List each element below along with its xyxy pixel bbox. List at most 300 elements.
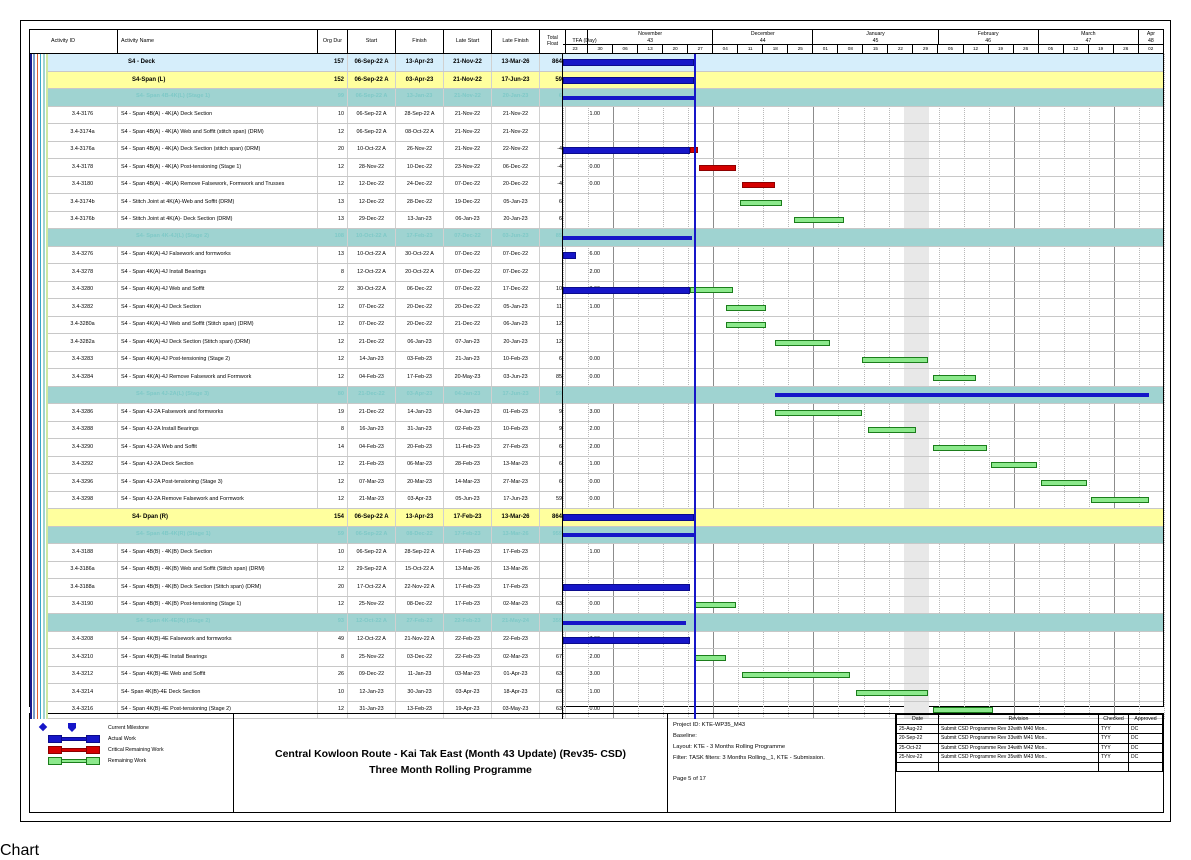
gantt-bar-rem[interactable] xyxy=(726,305,766,311)
row-late-start: 17-Feb-23 xyxy=(444,527,492,544)
header-orig-dur[interactable]: Org Dur xyxy=(318,30,348,53)
gantt-bar-rem[interactable] xyxy=(933,375,977,381)
gantt-bar-rem[interactable] xyxy=(856,690,928,696)
gantt-bar-summary[interactable] xyxy=(775,393,1149,397)
row-start: 28-Nov-22 xyxy=(348,159,396,176)
revision-row xyxy=(897,753,1163,763)
table-row[interactable] xyxy=(30,474,600,492)
row-tfa-day: 0.00 xyxy=(589,601,600,608)
row-gutter xyxy=(30,684,48,701)
gantt-bar-rem[interactable] xyxy=(690,287,733,293)
header-total-float[interactable]: Total Float xyxy=(540,30,566,53)
row-orig-dur: 108 xyxy=(318,229,348,246)
gantt-bar-summary[interactable] xyxy=(563,236,692,240)
gantt-area xyxy=(29,29,1164,713)
gantt-bar-crit[interactable] xyxy=(742,182,774,188)
row-activity-id: 3.4-3174b xyxy=(48,194,118,211)
gantt-bar-rem[interactable] xyxy=(694,602,736,608)
row-late-start: 21-Nov-22 xyxy=(444,124,492,141)
summary-row[interactable] xyxy=(30,229,562,247)
baseline-text: Baseline: xyxy=(673,733,697,739)
row-activity-name: S4 - Span 4K(B)-4E Falsework and formworks xyxy=(118,632,318,649)
row-late-finish: 21-Nov-22 xyxy=(492,107,540,124)
row-activity-id xyxy=(48,72,118,89)
row-activity-name: S4 - Span 4K(A)-4J Remove Falsework and Formwork xyxy=(118,369,318,386)
gantt-row xyxy=(563,142,1163,160)
header-start[interactable]: Start xyxy=(348,30,396,53)
row-activity-name: S4 - Span 4B(A) - 4K(A) Web and Soffit (stitch span) (DRM) xyxy=(118,124,318,141)
gantt-bar-rem[interactable] xyxy=(742,672,850,678)
gantt-row xyxy=(563,527,1163,545)
row-activity-id: 3.4-3282a xyxy=(48,334,118,351)
summary-row[interactable] xyxy=(30,509,562,527)
row-activity-name: S4 - Span 4J-2A Install Bearings xyxy=(118,422,318,439)
revision-cell xyxy=(939,762,1099,772)
row-total-float: -4 xyxy=(540,142,566,159)
row-late-start: 21-Dec-22 xyxy=(444,317,492,334)
timeline-week-label: 27 xyxy=(688,45,713,53)
gantt-bar-rem[interactable] xyxy=(862,357,929,363)
row-activity-name: S4- Span 4K(B)-4E Deck Section xyxy=(118,684,318,701)
revision-cell: 25-Aug-22 xyxy=(897,724,939,734)
table-row[interactable] xyxy=(30,562,562,580)
row-finish: 08-Oct-22 A xyxy=(396,124,444,141)
legend-label: Remaining Work xyxy=(108,757,147,764)
summary-row[interactable] xyxy=(30,387,562,405)
row-tfa-day: 1.00 xyxy=(589,303,600,310)
row-orig-dur: 12 xyxy=(318,352,348,369)
project-info-box xyxy=(668,713,896,813)
row-start: 25-Nov-22 xyxy=(348,597,396,614)
table-row[interactable] xyxy=(30,597,600,615)
row-tfa-day: 6.00 xyxy=(589,251,600,258)
summary-row[interactable] xyxy=(30,72,562,90)
row-finish: 17-Feb-23 xyxy=(396,229,444,246)
row-gutter xyxy=(30,177,48,194)
gantt-bar-rem[interactable] xyxy=(775,340,831,346)
row-total-float: 864 xyxy=(540,509,566,526)
row-total-float: 63 xyxy=(540,597,566,614)
gantt-row xyxy=(563,509,1163,527)
row-total-float: 9 xyxy=(540,404,566,421)
table-row[interactable] xyxy=(30,544,600,562)
milestone-diamond-icon xyxy=(40,723,102,732)
row-activity-id: 3.4-3282 xyxy=(48,299,118,316)
row-activity-id: 3.4-3210 xyxy=(48,649,118,666)
gantt-bar-rem[interactable] xyxy=(726,322,766,328)
title-block xyxy=(29,713,1164,813)
table-row[interactable] xyxy=(30,142,562,160)
row-late-start: 21-Nov-22 xyxy=(444,72,492,89)
row-orig-dur: 20 xyxy=(318,579,348,596)
row-activity-id: 3.4-3290 xyxy=(48,439,118,456)
row-late-finish: 17-Jun-23 xyxy=(492,492,540,509)
gantt-row xyxy=(563,54,1163,72)
gantt-bar-rem[interactable] xyxy=(694,655,726,661)
row-finish: 31-Jan-23 xyxy=(396,422,444,439)
table-row[interactable] xyxy=(30,439,600,457)
table-row[interactable] xyxy=(30,159,600,177)
timeline-week-label: 05 xyxy=(938,45,963,53)
table-row[interactable] xyxy=(30,404,600,422)
table-row[interactable] xyxy=(30,667,600,685)
row-orig-dur: 12 xyxy=(318,124,348,141)
row-gutter xyxy=(30,544,48,561)
gantt-bar-actual[interactable] xyxy=(563,77,694,84)
header-activity-id[interactable]: Activity ID xyxy=(48,30,118,53)
gantt-row xyxy=(563,492,1163,510)
row-late-finish: 27-Mar-23 xyxy=(492,474,540,491)
table-row[interactable] xyxy=(30,124,562,142)
row-gutter xyxy=(30,89,48,106)
gantt-bar-actual[interactable] xyxy=(563,147,690,154)
header-gutter xyxy=(30,30,48,53)
row-late-start: 22-Feb-23 xyxy=(444,649,492,666)
row-orig-dur: 12 xyxy=(318,457,348,474)
row-late-start: 07-Dec-22 xyxy=(444,177,492,194)
gantt-row xyxy=(563,544,1163,562)
legend-label: Actual Work xyxy=(108,735,136,742)
table-row[interactable] xyxy=(30,299,600,317)
revision-cell: TYY xyxy=(1099,743,1129,753)
row-finish: 06-Dec-22 xyxy=(396,282,444,299)
timeline-week-label: 22 xyxy=(888,45,913,53)
timeline-week-label: 11 xyxy=(738,45,763,53)
row-late-finish: 06-Dec-22 xyxy=(492,159,540,176)
revision-row xyxy=(897,724,1163,734)
row-orig-dur: 12 xyxy=(318,177,348,194)
timeline-week-label: 02 xyxy=(1139,45,1164,53)
row-activity-id xyxy=(48,89,118,106)
row-total-float: 12 xyxy=(540,317,566,334)
timeline-week-label: 25 xyxy=(788,45,813,53)
timeline-month-pad xyxy=(563,30,588,44)
row-finish: 03-Apr-23 xyxy=(396,72,444,89)
gantt-bar-rem[interactable] xyxy=(991,462,1037,468)
gantt-row xyxy=(563,579,1163,597)
revision-cell: Submit CSD Programme Rev 32with M40 Mon.. xyxy=(939,724,1099,734)
gantt-row xyxy=(563,229,1163,247)
gantt-bar-rem[interactable] xyxy=(775,410,862,416)
row-finish: 03-Apr-23 xyxy=(396,492,444,509)
revision-cell xyxy=(1129,762,1163,772)
row-orig-dur: 10 xyxy=(318,684,348,701)
row-orig-dur: 12 xyxy=(318,702,348,719)
gantt-bar-summary[interactable] xyxy=(563,533,694,537)
row-gutter xyxy=(30,579,48,596)
table-row[interactable] xyxy=(30,579,562,597)
summary-row[interactable] xyxy=(30,527,562,545)
row-activity-id: 3.4-3208 xyxy=(48,632,118,649)
row-late-finish: 13-Mar-26 xyxy=(492,54,540,71)
gantt-bar-actual[interactable] xyxy=(563,584,690,591)
table-row[interactable] xyxy=(30,177,600,195)
timeline-week-label: 15 xyxy=(863,45,888,53)
revision-cell: Submit CSD Programme Rev 33with M41 Mon.. xyxy=(939,734,1099,744)
row-late-finish: 06-Jan-23 xyxy=(492,317,540,334)
gantt-row xyxy=(563,72,1163,90)
row-activity-name: S4 - Span 4K(A)-4J Web and Soffit (Stitch span) (DRM) xyxy=(118,317,318,334)
row-late-start: 21-Nov-22 xyxy=(444,89,492,106)
row-total-float: 63 xyxy=(540,667,566,684)
table-row[interactable] xyxy=(30,334,562,352)
table-row[interactable] xyxy=(30,457,600,475)
row-start: 12-Oct-22 A xyxy=(348,264,396,281)
row-orig-dur: 13 xyxy=(318,194,348,211)
gantt-bar-rem[interactable] xyxy=(740,200,782,206)
row-late-start: 23-Nov-22 xyxy=(444,159,492,176)
table-row[interactable] xyxy=(30,649,600,667)
row-finish: 30-Oct-22 A xyxy=(396,247,444,264)
row-activity-name: S4 - Span 4B(B) - 4K(B) Web and Soffit (Stitch span) (DRM) xyxy=(118,562,318,579)
row-late-start: 21-Nov-22 xyxy=(444,107,492,124)
row-gutter xyxy=(30,387,48,404)
row-total-float: 59 xyxy=(540,387,566,404)
row-orig-dur: 152 xyxy=(318,72,348,89)
gantt-bar-rem[interactable] xyxy=(794,217,844,223)
row-total-float: 6 xyxy=(540,212,566,229)
row-activity-name: S4 - Span 4B(B) - 4K(B) Deck Section xyxy=(118,544,318,561)
row-orig-dur: 80 xyxy=(318,387,348,404)
row-gutter xyxy=(30,264,48,281)
gantt-bar-crit[interactable] xyxy=(699,165,736,171)
summary-row[interactable] xyxy=(30,89,562,107)
gantt-bars-area[interactable] xyxy=(563,54,1163,719)
row-activity-name: S4 - Span 4K(B)-4E Install Bearings xyxy=(118,649,318,666)
row-activity-name: S4 - Span 4K(A)-4J Deck Section (Stitch span) (DRM) xyxy=(118,334,318,351)
table-row[interactable] xyxy=(30,317,562,335)
gantt-row xyxy=(563,474,1163,492)
row-late-finish: 13-Mar-26 xyxy=(492,527,540,544)
row-activity-id xyxy=(48,387,118,404)
row-tfa-day: 0.00 xyxy=(589,163,600,170)
table-row[interactable] xyxy=(30,684,600,702)
row-start: 12-Oct-22 A xyxy=(348,614,396,631)
gantt-bar-actual[interactable] xyxy=(563,637,690,644)
row-gutter xyxy=(30,667,48,684)
table-row[interactable] xyxy=(30,107,600,125)
row-gutter xyxy=(30,194,48,211)
row-total-float: 67 xyxy=(540,649,566,666)
table-row[interactable] xyxy=(30,264,600,282)
gantt-bar-actual[interactable] xyxy=(563,252,576,259)
row-start: 06-Sep-22 A xyxy=(348,107,396,124)
header-late-start[interactable]: Late Start xyxy=(444,30,492,53)
row-late-start: 07-Dec-22 xyxy=(444,282,492,299)
gantt-bar-actual[interactable] xyxy=(563,59,694,66)
row-activity-id: 3.4-3276 xyxy=(48,247,118,264)
row-finish: 15-Oct-22 A xyxy=(396,562,444,579)
row-start: 12-Jan-23 xyxy=(348,684,396,701)
row-orig-dur: 49 xyxy=(318,632,348,649)
table-row[interactable] xyxy=(30,422,600,440)
row-activity-id: 3.4-3216 xyxy=(48,702,118,719)
row-activity-name: S4-Span (L) xyxy=(132,76,166,83)
gantt-bar-rem[interactable] xyxy=(868,427,916,433)
row-finish: 28-Sep-22 A xyxy=(396,107,444,124)
row-activity-id: 3.4-3278 xyxy=(48,264,118,281)
row-start: 06-Sep-22 A xyxy=(348,89,396,106)
row-orig-dur: 12 xyxy=(318,317,348,334)
table-row[interactable] xyxy=(30,632,562,650)
gantt-row xyxy=(563,247,1163,265)
row-finish: 13-Apr-23 xyxy=(396,509,444,526)
row-orig-dur: 22 xyxy=(318,282,348,299)
row-late-finish: 22-Nov-22 xyxy=(492,142,540,159)
timeline-week-label: 08 xyxy=(838,45,863,53)
timeline-month-apr: Apr 48 xyxy=(1139,30,1164,44)
revision-cell: DC xyxy=(1129,743,1163,753)
row-activity-name: S4 - Span 4K(A)-4J Deck Section xyxy=(118,299,318,316)
revision-cell: DC xyxy=(1129,753,1163,763)
row-start: 10-Oct-22 A xyxy=(348,247,396,264)
row-finish: 06-Jan-23 xyxy=(396,334,444,351)
table-row[interactable] xyxy=(30,352,600,370)
row-late-finish: 17-Dec-22 xyxy=(492,282,540,299)
row-late-start: 22-Feb-23 xyxy=(444,614,492,631)
row-late-start: 17-Feb-23 xyxy=(444,544,492,561)
row-activity-name: S4 - Span 4J-2A Web and Soffit xyxy=(118,439,318,456)
revision-row xyxy=(897,743,1163,753)
row-gutter xyxy=(30,562,48,579)
timeline-week-label: 13 xyxy=(638,45,663,53)
legend-box xyxy=(29,713,234,813)
table-header-row xyxy=(30,30,1163,54)
row-gutter xyxy=(30,509,48,526)
legend-item xyxy=(40,744,233,755)
row-finish: 14-Jan-23 xyxy=(396,404,444,421)
row-gutter xyxy=(30,474,48,491)
row-tfa-day: 1.00 xyxy=(589,688,600,695)
row-start: 25-Nov-22 xyxy=(348,649,396,666)
revision-table xyxy=(896,714,1163,772)
row-activity-id xyxy=(48,229,118,246)
gantt-row xyxy=(563,597,1163,615)
row-activity-name: S4 - Span 4B(A) - 4K(A) Post-tensioning (Stage 1) xyxy=(118,159,318,176)
gantt-row xyxy=(563,404,1163,422)
revision-row xyxy=(897,734,1163,744)
row-late-finish: 03-Jun-23 xyxy=(492,229,540,246)
row-gutter xyxy=(30,614,48,631)
row-late-finish: 02-Mar-23 xyxy=(492,597,540,614)
row-activity-name: S4 - Stitch Joint at 4K(A)- Deck Section (DRM) xyxy=(118,212,318,229)
gantt-bar-summary[interactable] xyxy=(563,621,686,625)
header-late-finish[interactable]: Late Finish xyxy=(492,30,540,53)
row-finish: 13-Feb-23 xyxy=(396,702,444,719)
row-start: 16-Jan-23 xyxy=(348,422,396,439)
header-tfa-day[interactable]: TFA (Day) xyxy=(566,30,603,53)
row-total-float: 10 xyxy=(540,282,566,299)
gantt-row xyxy=(563,422,1163,440)
row-activity-id: 3.4-3190 xyxy=(48,597,118,614)
legend-item xyxy=(40,733,233,744)
table-row[interactable] xyxy=(30,247,600,265)
row-gutter xyxy=(30,107,48,124)
row-gutter xyxy=(30,282,48,299)
row-late-finish: 20-Jan-23 xyxy=(492,334,540,351)
row-finish: 28-Dec-22 xyxy=(396,194,444,211)
row-finish: 08-Dec-22 xyxy=(396,597,444,614)
row-late-start: 19-Dec-22 xyxy=(444,194,492,211)
gantt-row xyxy=(563,334,1163,352)
gantt-bar-rem[interactable] xyxy=(1091,497,1149,503)
row-orig-dur: 13 xyxy=(318,212,348,229)
row-orig-dur: 10 xyxy=(318,107,348,124)
gantt-bar-summary[interactable] xyxy=(563,96,694,100)
row-start: 04-Feb-23 xyxy=(348,369,396,386)
summary-row[interactable] xyxy=(30,614,562,632)
timeline-week-label: 18 xyxy=(763,45,788,53)
row-activity-id: 3.4-3284 xyxy=(48,369,118,386)
header-activity-name[interactable]: Activity Name xyxy=(118,30,318,53)
row-orig-dur: 12 xyxy=(318,369,348,386)
row-activity-id: 3.4-3296 xyxy=(48,474,118,491)
row-total-float: 359 xyxy=(540,614,566,631)
table-row[interactable] xyxy=(30,369,600,387)
gantt-bar-rem[interactable] xyxy=(1041,480,1087,486)
timeline-week-label: 19 xyxy=(1089,45,1114,53)
row-total-float: -4 xyxy=(540,159,566,176)
summary-row[interactable] xyxy=(30,54,562,72)
timeline-week-label: 26 xyxy=(1114,45,1139,53)
row-orig-dur: 10 xyxy=(318,544,348,561)
row-activity-id: 3.4-3286 xyxy=(48,404,118,421)
revision-cell: 25-Oct-22 xyxy=(897,743,939,753)
row-gutter xyxy=(30,369,48,386)
row-activity-name: S4 - Span 4J-2A Falsework and formworks xyxy=(118,404,318,421)
timeline-month-january: January 45 xyxy=(813,30,938,44)
title-line-1: Central Kowloon Route - Kai Tak East (Month 43 Update) (Rev35- CSD) xyxy=(274,748,626,761)
legend-item xyxy=(40,755,233,766)
row-late-start: 04-Jan-23 xyxy=(444,404,492,421)
row-activity-name: S4 - Span 4K(B)-4E Web and Soffit xyxy=(118,667,318,684)
gantt-bar-actual[interactable] xyxy=(563,514,694,521)
header-finish[interactable]: Finish xyxy=(396,30,444,53)
row-late-start: 02-Feb-23 xyxy=(444,422,492,439)
row-orig-dur: 12 xyxy=(318,474,348,491)
table-row[interactable] xyxy=(30,194,562,212)
row-start: 12-Dec-22 xyxy=(348,177,396,194)
data-date-line xyxy=(694,54,696,719)
table-row[interactable] xyxy=(30,212,562,230)
gantt-row xyxy=(563,317,1163,335)
gantt-row xyxy=(563,387,1163,405)
gantt-row xyxy=(563,124,1163,142)
timeline-week-label: 26 xyxy=(1014,45,1039,53)
project-id-text: Project ID: KTE-WP35_M43 xyxy=(673,722,746,728)
row-start: 10-Oct-22 A xyxy=(348,142,396,159)
table-row[interactable] xyxy=(30,492,600,510)
row-total-float: 6 xyxy=(540,439,566,456)
row-late-finish: 21-May-24 xyxy=(492,614,540,631)
gantt-bar-rem[interactable] xyxy=(933,445,987,451)
revision-cell: DC xyxy=(1129,724,1163,734)
gantt-bar-actual[interactable] xyxy=(563,287,690,294)
row-late-start: 17-Feb-23 xyxy=(444,597,492,614)
row-gutter xyxy=(30,334,48,351)
row-orig-dur: 8 xyxy=(318,264,348,281)
row-finish: 20-Dec-22 xyxy=(396,299,444,316)
row-gutter xyxy=(30,457,48,474)
row-finish: 26-Nov-22 xyxy=(396,142,444,159)
revision-header-date: Date xyxy=(897,715,939,725)
gantt-row xyxy=(563,194,1163,212)
row-finish: 20-Dec-22 xyxy=(396,317,444,334)
table-row[interactable] xyxy=(30,282,562,300)
timeline-week-label: 20 xyxy=(663,45,688,53)
revision-cell: 20-Sep-22 xyxy=(897,734,939,744)
row-orig-dur: 12 xyxy=(318,299,348,316)
